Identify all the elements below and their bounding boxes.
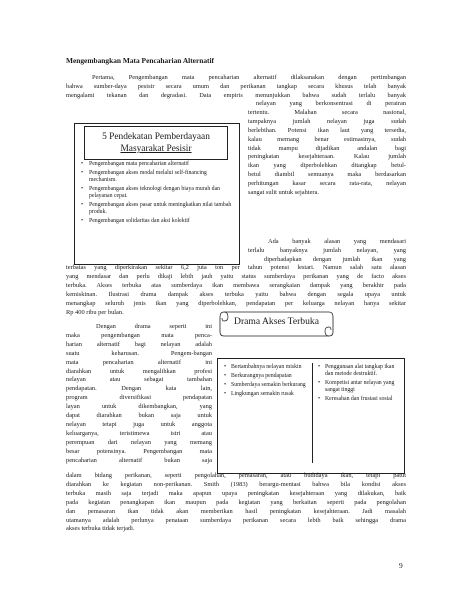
page-title: Mengembangkan Mata Pencaharian Alternatif <box>66 56 215 65</box>
text-line: suatu keharusan. Pengem-bangan <box>66 349 212 357</box>
paragraph-reasons-right-column <box>248 238 406 265</box>
text-line: terbuka masih saja terjadi maka apapun upaya peningkatan kesejahteraan yang dilakukan, baik <box>66 489 406 497</box>
text-line: nelayan tetapi juga untuk anggota <box>66 420 212 428</box>
text-line: mata pencaharian alternatif ini <box>66 358 212 366</box>
text-line: bahwa sumber-daya pesisir secara umum dan perikanan tangkap secara khusus telah banyak <box>66 82 406 90</box>
bullet-icon: • <box>318 396 321 403</box>
approaches-box-title-line1: 5 Pendekatan Pemberdayaan <box>102 132 210 142</box>
bullet-icon: • <box>81 218 84 225</box>
list-item: • Pengembangan mata pencaharian alternatif <box>81 161 189 167</box>
bullet-icon: • <box>224 372 227 379</box>
list-item: • Keresahan dan frustasi sosial <box>318 396 393 403</box>
approaches-list <box>81 161 236 227</box>
drama-effects-list <box>224 364 306 400</box>
text-line: diarahkan untuk mengalihkan profesi <box>66 367 212 375</box>
list-item: • Penggunaan alat tangkap ikan dan metode destruktif. <box>318 364 395 378</box>
list-item: • Pengembangan solidaritas dan aksi kolektif <box>81 218 190 225</box>
approaches-box <box>74 123 240 265</box>
text-line: berlebihan. Potensi ikan laut yang tersedia, <box>248 126 406 134</box>
bullet-icon: • <box>318 380 321 387</box>
list-item: • Pengembangan akses pasar untuk meningkatkan nilai tambah produk. <box>81 201 232 216</box>
text-line: ikan yang diperbolehkan ditangkap betul- <box>248 162 406 170</box>
text-line: layan untuk dikembangkan, yang <box>66 403 212 411</box>
text-line: maka pengembangan mata penca- <box>66 331 212 339</box>
text-line: pada kegiatan penangkapan ikan maupun pada kegiatan yang berkaitan seperti pada pengolahan <box>66 498 406 506</box>
drama-box <box>217 358 405 474</box>
bullet-icon: • <box>224 381 227 388</box>
list-item: • Kompetisi antar nelayan yang sangat tinggi <box>318 380 395 394</box>
text-line: yang mendasar dan perlu dikaji lebih jauh yaitu status sumberdaya perikanan yang de facto akses <box>66 272 406 280</box>
text-line: terlalu banyaknya jumlah nelayan, yang <box>248 246 406 254</box>
list-item: • Sumberdaya semakin berkurang <box>224 381 306 388</box>
text-line: diperhadapkan dengan jumlah ikan yang <box>264 255 406 263</box>
bullet-icon: • <box>318 364 321 370</box>
text-line: dalam bidang perikanan, seperti pengolahan, pemasaran, atau budidaya ikan, tetapi patut <box>66 472 406 479</box>
text-line: Ada banyak alasan yang mendasari <box>268 238 406 245</box>
text-line: nelayan yang berkonsentrasi di perairan <box>256 100 406 107</box>
bullet-icon: • <box>81 201 84 208</box>
text-line: sangat sulit untuk sejahtera. <box>248 189 319 197</box>
approaches-box-title <box>84 126 228 160</box>
text-line: tertentu. Malahan secara nasional, <box>248 108 406 116</box>
text-line: keluarganya, teristimewa istri atau <box>66 429 212 437</box>
text-line: kemiskinan. Ilustrasi drama dampak akses terbuka yaitu bahwa dengan segala upaya untuk <box>66 290 406 298</box>
text-line: tampaknya jumlah nelayan juga sudah <box>248 117 406 125</box>
page-number: 9 <box>399 561 403 570</box>
drama-causes-list <box>318 364 400 405</box>
drama-banner <box>218 308 335 338</box>
list-item: • Bertambahnya nelayan miskin <box>224 364 302 370</box>
text-line: diarahkan ke kegiatan non-perikanan. Smith (1983) berargu-mentasi bahwa bila kondisi akses <box>66 480 406 488</box>
list-item: • Berkurangnya pendapatan <box>224 372 292 379</box>
text-line: harian alternatif bagi nelayan adalah <box>66 340 212 348</box>
bullet-icon: • <box>81 161 84 167</box>
text-line: dan pemasaran ikan tidak akan memberikan hasil peningkatan kesejahteraan. Jadi masalah <box>66 507 406 515</box>
text-line: peningkatan kesejahteraan. Kalau jumlah <box>248 153 406 161</box>
text-line: akses terbuka tidak terjadi. <box>66 525 135 533</box>
paragraph-alternatives <box>66 472 406 534</box>
text-line: pendapatan. Dengan kata lain, <box>66 385 212 393</box>
drama-box-title: Drama Akses Terbuka <box>234 316 319 327</box>
approaches-box-title-line2: Masyarakat Pesisir <box>120 144 192 154</box>
text-line: Rp 400 ribu per bulan. <box>66 308 124 316</box>
text-line: besar potensinya. Pengembangan mata <box>66 447 212 455</box>
paragraph-alternatives-left-column <box>66 323 212 466</box>
text-line: menangkap seluruh jenis ikan yang diperbolehkan, pendapatan per keluarga nelayan hanya sekitar <box>66 299 406 307</box>
paragraph-intro-right-column <box>248 100 406 198</box>
text-line: betul diambil semuanya maka berdasarkan <box>248 171 406 179</box>
text-line: nelayan atau sebagai tambahan <box>66 376 212 384</box>
text-line: pencaharian alternatif bukan saja <box>66 456 212 464</box>
text-line: utamanya adalah perlunya penataan sumberdaya perikanan secara lebih baik sehingga drama <box>66 516 406 524</box>
text-line: perempuan dari nelayan yang memang <box>66 438 212 446</box>
list-item: • Pengembangan akses modal melalui self-financing mechanism. <box>81 169 207 184</box>
column-divider <box>312 363 313 463</box>
bullet-icon: • <box>81 169 84 176</box>
text-line: program diversifikasi pendapatan <box>66 394 212 402</box>
text-line: Dengan drama seperti ini <box>96 323 212 330</box>
text-line: tidak mampu dijadikan andalan bagi <box>248 144 406 152</box>
list-item: • Pengembangan akses teknologi dengan biaya murah dan pelayanan cepat. <box>81 185 221 200</box>
paragraph-intro <box>66 74 406 101</box>
bullet-icon: • <box>224 390 227 397</box>
bullet-icon: • <box>224 364 227 370</box>
text-line: perhitungan kasar secara rata-rata, nelayan <box>248 180 406 188</box>
text-line: mengalami tekanan dan degradasi. Data empiris menunjukkan bahwa sudah terlalu banyak <box>66 91 406 99</box>
text-line: dapat diarahkan bukan saja untuk <box>66 412 212 420</box>
text-line: kalau memang benar estimasinya, sudah <box>248 135 406 143</box>
list-item: • Lingkungan semakin rusak <box>224 390 294 397</box>
text-line: terbuka. Akses terbuka atas sumberdaya ikan membawa serangkaian dampak yang berakhir pada <box>66 281 406 289</box>
text-line: Pertama, Pengembangan mata pencaharian alternatif dilaksanakan dengan pertimbangan <box>92 74 406 81</box>
bullet-icon: • <box>81 185 84 192</box>
text-line: terbatas yang diperkirakan sekitar 6,2 juta ton per tahun potensi lestari. Namun salah satu alasan <box>66 264 406 271</box>
